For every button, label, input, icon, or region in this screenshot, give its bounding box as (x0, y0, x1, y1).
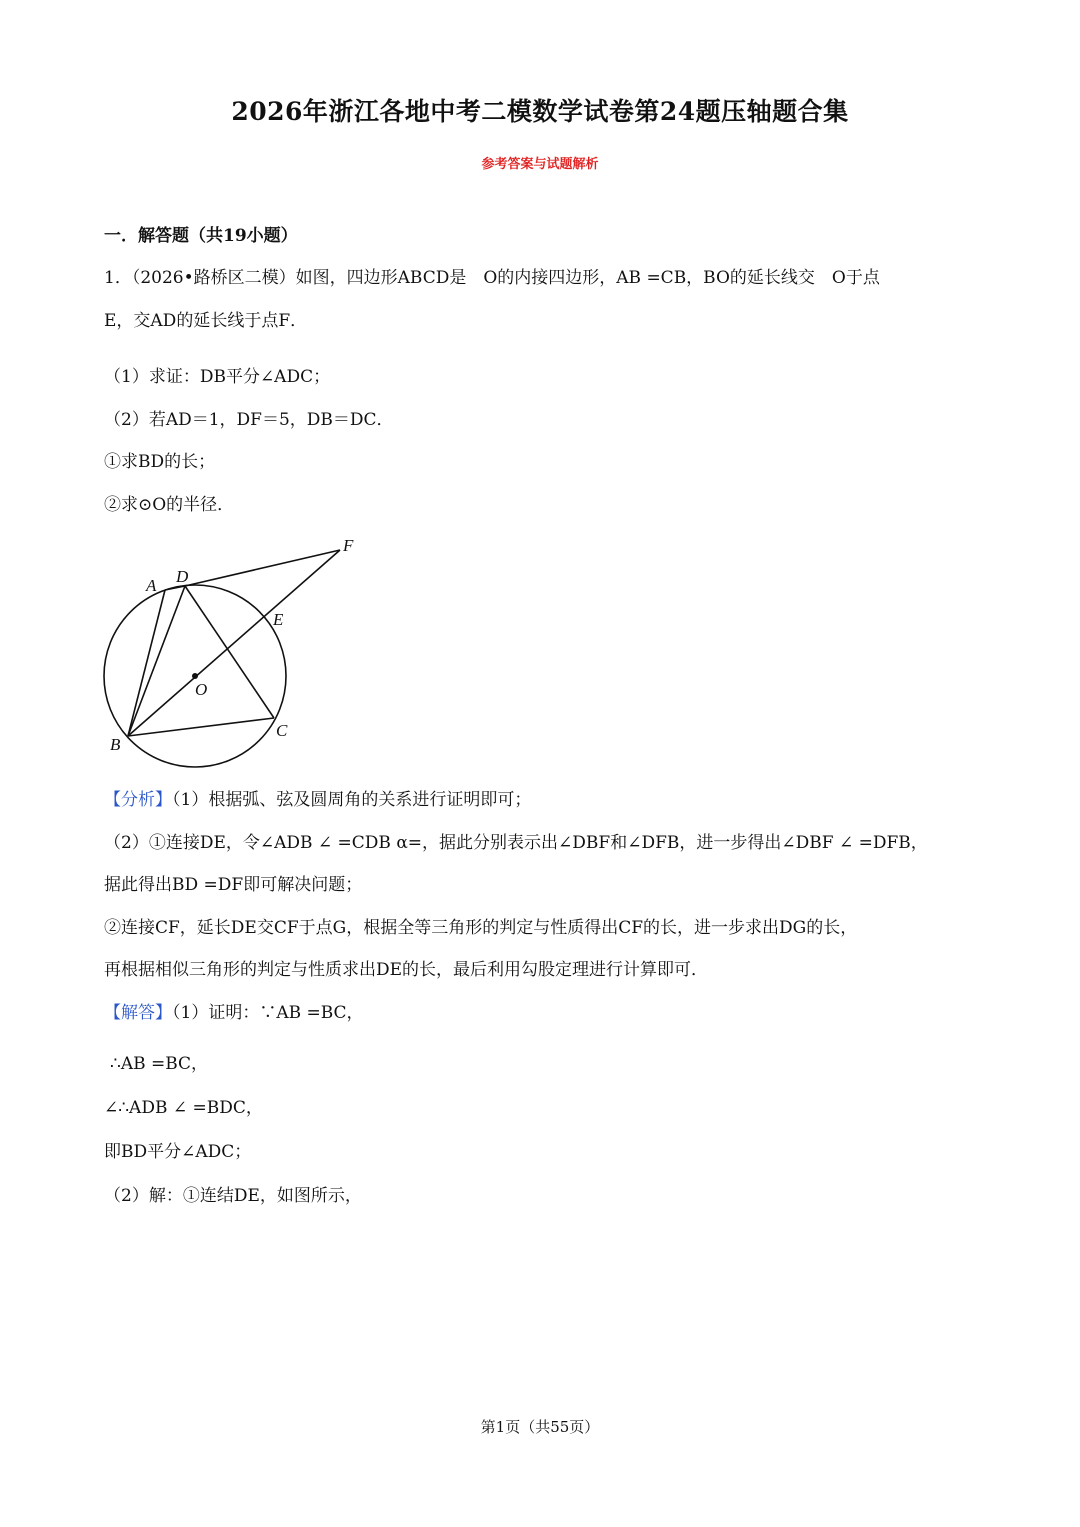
page-title: 2026年浙江各地中考二模数学试卷第24题压轴题合集 (231, 97, 849, 126)
label-b: B (110, 735, 121, 754)
analysis-text1: （1）根据弧、弦及圆周角的关系进行证明即可； (172, 790, 532, 810)
question-1-part2: （2）若AD＝1，DF＝5，DB＝DC． (104, 410, 394, 430)
answer-line3: ∠∴ADB ∠ =BDC， (104, 1098, 263, 1118)
label-a: A (146, 576, 157, 595)
question-1-part1: （1）求证：DB平分∠ADC； (104, 367, 331, 387)
answer-text1: （1）证明：∵AB =BC， (172, 1003, 364, 1023)
question-1-sub1: ①求BD的长； (104, 452, 216, 472)
page-footer: 第1页（共55页） (480, 1418, 600, 1436)
page-subtitle: 参考答案与试题解析 (481, 157, 599, 172)
label-d: D (176, 567, 189, 586)
answer-line2: ∴AB =BC， (110, 1054, 209, 1074)
analysis-tag: 【分析】 (104, 790, 172, 810)
segment-df (185, 550, 340, 586)
answer-tag: 【解答】 (104, 1003, 172, 1023)
analysis-line4: ②连接CF，延长DE交CF于点G，根据全等三角形的判定与性质得出CF的长，进一步求出DG的长， (104, 918, 858, 938)
geometry-figure (0, 530, 400, 770)
answer-line4: 即BD平分∠ADC； (104, 1142, 252, 1162)
answer-line5: （2）解：①连结DE，如图所示， (104, 1186, 362, 1206)
center-point (192, 673, 198, 679)
label-e: E (273, 610, 284, 629)
segment-bd (128, 586, 185, 736)
analysis-line3: 据此得出BD =DF即可解决问题； (104, 875, 363, 895)
question-1-line2: E，交AD的延长线于点F． (104, 311, 308, 331)
analysis-line1 (104, 788, 531, 812)
question-1-sub2: ②求⊙O的半径． (104, 495, 235, 515)
label-o: O (195, 680, 208, 699)
label-f: F (343, 536, 354, 555)
analysis-line5: 再根据相似三角形的判定与性质求出DE的长，最后利用勾股定理进行计算即可． (104, 960, 709, 980)
segment-bc (128, 718, 274, 736)
section-heading: 一．解答题（共19小题） (104, 226, 298, 246)
segment-bf (128, 550, 340, 736)
label-c: C (276, 721, 288, 740)
answer-line1 (104, 1001, 364, 1025)
segment-ab (128, 590, 165, 736)
question-1-line1: 1．（2026•路桥区二模）如图，四边形ABCD是 O的内接四边形，AB =CB，BO的延长线交 O于点 (104, 268, 880, 288)
analysis-line2: （2）①连接DE，令∠ADB ∠ =CDB α=，据此分别表示出∠DBF和∠DFB，进一步得出∠DBF ∠ =DFB， (104, 833, 928, 853)
